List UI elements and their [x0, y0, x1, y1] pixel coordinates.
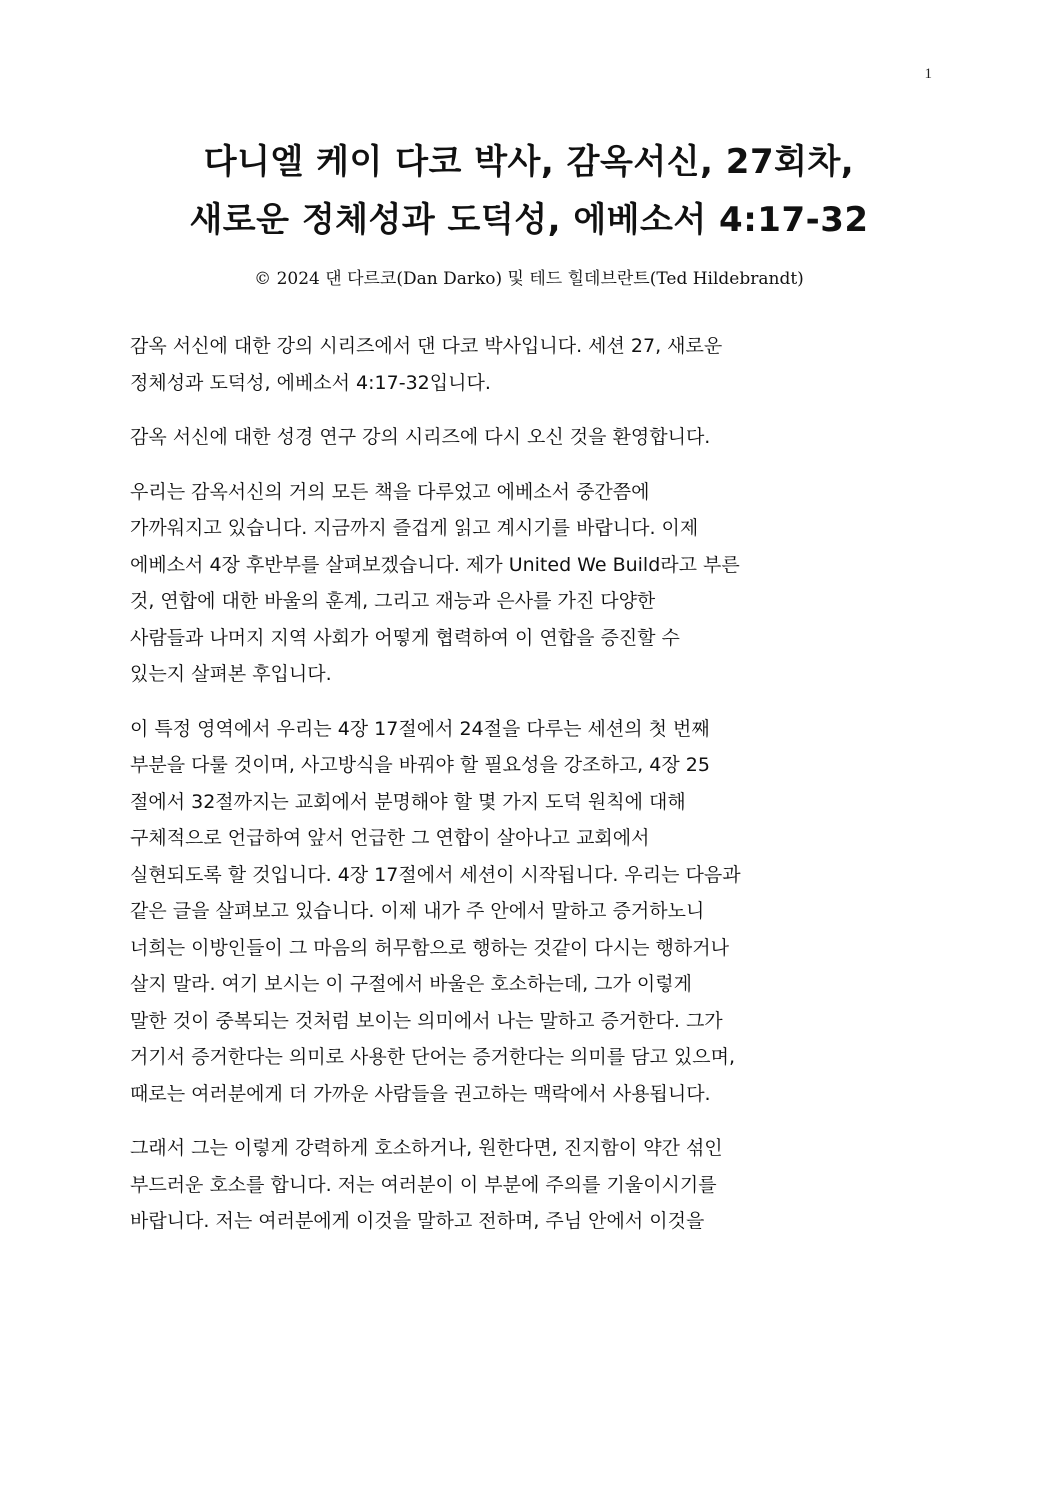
- text-line: 실현되도록 할 것입니다. 4장 17절에서 세션이 시작됩니다. 우리는 다음과: [130, 863, 741, 886]
- text-line: 감옥 서신에 대한 강의 시리즈에서 댄 다코 박사입니다. 세션 27, 새로운: [130, 335, 723, 357]
- text-line: 절에서 32절까지는 교회에서 분명해야 할 몇 가지 도덕 원칙에 대해: [130, 790, 686, 813]
- text-line: 살지 말라. 여기 보시는 이 구절에서 바울은 호소하는데, 그가 이렇게: [130, 973, 692, 995]
- text-line: 그래서 그는 이렇게 강력하게 호소하거나, 원한다면, 진지함이 약간 섞인: [130, 1137, 723, 1159]
- text-line: 것, 연합에 대한 바울의 훈계, 그리고 재능과 은사를 가진 다양한: [130, 590, 656, 612]
- paragraph: [130, 328, 930, 401]
- paragraph: [130, 419, 930, 456]
- text-line: 말한 것이 중복되는 것처럼 보이는 의미에서 나는 말하고 증거한다. 그가: [130, 1009, 723, 1032]
- text-line: 바랍니다. 저는 여러분에게 이것을 말하고 전하며, 주님 안에서 이것을: [130, 1210, 705, 1232]
- text-line: 가까워지고 있습니다. 지금까지 즐겁게 읽고 계시기를 바랍니다. 이제: [130, 517, 699, 539]
- paragraph: [130, 474, 930, 693]
- text-line: 부분을 다룰 것이며, 사고방식을 바꿔야 할 필요성을 강조하고, 4장 25: [130, 754, 710, 776]
- text-line: 너희는 이방인들이 그 마음의 허무함으로 행하는 것같이 다시는 행하거나: [130, 936, 729, 959]
- text-line: 때로는 여러분에게 더 가까운 사람들을 권고하는 맥락에서 사용됩니다.: [130, 1082, 711, 1105]
- text-line: 감옥 서신에 대한 성경 연구 강의 시리즈에 다시 오신 것을 환영합니다.: [130, 426, 711, 448]
- document-body: [130, 328, 930, 1258]
- text-line: 있는지 살펴본 후입니다.: [130, 663, 332, 685]
- text-line: 에베소서 4장 후반부를 살펴보겠습니다. 제가 United We Build라고 부른: [130, 553, 740, 576]
- title-line-2: 새로운 정체성과 도덕성, 에베소서 4:17-32: [189, 200, 869, 240]
- document-title: [100, 133, 958, 249]
- paragraph: [130, 711, 930, 1113]
- text-line: 우리는 감옥서신의 거의 모든 책을 다루었고 에베소서 중간쯤에: [130, 480, 650, 503]
- text-line: 같은 글을 살펴보고 있습니다. 이제 내가 주 안에서 말하고 증거하노니: [130, 900, 705, 922]
- copyright-line: © 2024 댄 다르코(Dan Darko) 및 테드 힐데브란트(Ted Hildebrandt): [254, 269, 804, 289]
- title-line-1: 다니엘 케이 다코 박사, 감옥서신, 27회차,: [203, 142, 855, 182]
- text-line: 거기서 증거한다는 의미로 사용한 단어는 증거한다는 의미를 담고 있으며,: [130, 1046, 735, 1068]
- text-line: 부드러운 호소를 합니다. 저는 여러분이 이 부분에 주의를 기울이시기를: [130, 1173, 717, 1196]
- text-line: 구체적으로 언급하여 앞서 언급한 그 연합이 살아나고 교회에서: [130, 827, 650, 849]
- page-number: 1: [924, 66, 932, 82]
- paragraph: [130, 1130, 930, 1240]
- text-line: 이 특정 영역에서 우리는 4장 17절에서 24절을 다루는 세션의 첫 번째: [130, 717, 710, 740]
- text-line: 사람들과 나머지 지역 사회가 어떻게 협력하여 이 연합을 증진할 수: [130, 626, 680, 649]
- text-line: 정체성과 도덕성, 에베소서 4:17-32입니다.: [130, 371, 491, 394]
